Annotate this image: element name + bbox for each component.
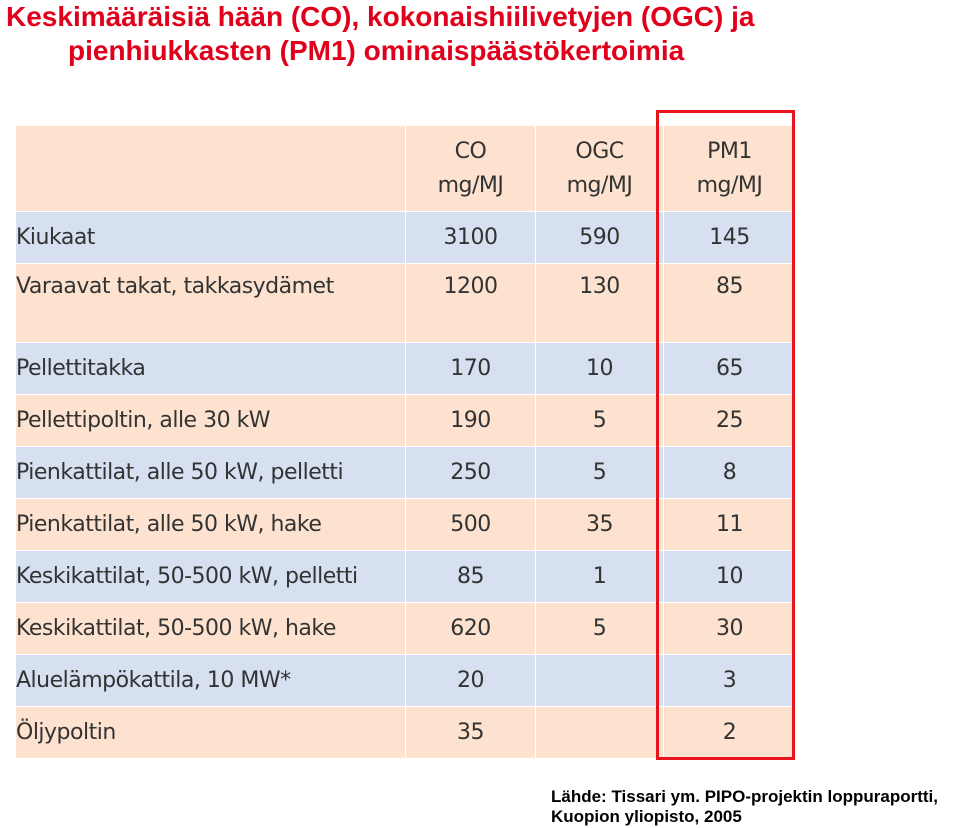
ogc-value: 590 <box>536 212 664 264</box>
ogc-value: 130 <box>536 264 664 343</box>
co-value: 3100 <box>406 212 536 264</box>
ogc-value: 5 <box>536 447 664 499</box>
table-row <box>16 655 796 707</box>
header-pm1-unit: mg/MJ <box>696 172 763 198</box>
source-line-1: Lähde: Tissari ym. PIPO-projektin loppuraportti, <box>551 787 938 806</box>
pm1-value: 11 <box>664 499 796 551</box>
source-citation <box>551 787 938 827</box>
co-value: 20 <box>406 655 536 707</box>
row-label: Kiukaat <box>16 212 406 264</box>
table-row <box>16 707 796 759</box>
co-value: 190 <box>406 395 536 447</box>
ogc-value <box>536 707 664 759</box>
table-row <box>16 499 796 551</box>
co-value: 35 <box>406 707 536 759</box>
row-label: Keskikattilat, 50-500 kW, pelletti <box>16 551 406 603</box>
pm1-value: 65 <box>664 343 796 395</box>
header-co-unit: mg/MJ <box>437 172 504 198</box>
title-line-1: Keskimääräisiä hään (CO), kokonaishiilivetyjen (OGC) ja <box>6 1 755 32</box>
table-row <box>16 551 796 603</box>
table-header-row <box>16 126 796 212</box>
table-row <box>16 212 796 264</box>
header-co-name: CO <box>454 138 487 164</box>
table-row <box>16 447 796 499</box>
title-line-2: pienhiukkasten (PM1) ominaispäästökertoimia <box>68 35 685 66</box>
co-value: 500 <box>406 499 536 551</box>
header-ogc <box>536 126 664 212</box>
table-row <box>16 395 796 447</box>
ogc-value: 35 <box>536 499 664 551</box>
ogc-value: 10 <box>536 343 664 395</box>
ogc-value: 1 <box>536 551 664 603</box>
co-value: 85 <box>406 551 536 603</box>
pm1-value: 25 <box>664 395 796 447</box>
row-label: Aluelämpökattila, 10 MW* <box>16 655 406 707</box>
table-row <box>16 343 796 395</box>
pm1-value: 2 <box>664 707 796 759</box>
table-row <box>16 603 796 655</box>
header-co <box>406 126 536 212</box>
header-empty-cell <box>16 126 406 212</box>
co-value: 1200 <box>406 264 536 343</box>
header-ogc-name: OGC <box>575 138 624 164</box>
header-ogc-unit: mg/MJ <box>566 172 633 198</box>
row-label: Pellettitakka <box>16 343 406 395</box>
co-value: 620 <box>406 603 536 655</box>
ogc-value: 5 <box>536 603 664 655</box>
co-value: 250 <box>406 447 536 499</box>
pm1-value: 3 <box>664 655 796 707</box>
row-label: Pienkattilat, alle 50 kW, hake <box>16 499 406 551</box>
pm1-value: 85 <box>664 264 796 343</box>
emission-factor-table <box>15 125 796 759</box>
table-row <box>16 264 796 343</box>
source-line-2: Kuopion yliopisto, 2005 <box>551 807 742 826</box>
row-label: Pienkattilat, alle 50 kW, pelletti <box>16 447 406 499</box>
co-value: 170 <box>406 343 536 395</box>
header-pm1-name: PM1 <box>707 138 752 164</box>
page-title <box>0 0 960 68</box>
ogc-value <box>536 655 664 707</box>
header-pm1 <box>664 126 796 212</box>
row-label: Öljypoltin <box>16 707 406 759</box>
row-label: Pellettipoltin, alle 30 kW <box>16 395 406 447</box>
pm1-value: 8 <box>664 447 796 499</box>
row-label: Keskikattilat, 50-500 kW, hake <box>16 603 406 655</box>
pm1-value: 145 <box>664 212 796 264</box>
pm1-value: 30 <box>664 603 796 655</box>
pm1-value: 10 <box>664 551 796 603</box>
row-label: Varaavat takat, takkasydämet <box>16 264 406 343</box>
ogc-value: 5 <box>536 395 664 447</box>
